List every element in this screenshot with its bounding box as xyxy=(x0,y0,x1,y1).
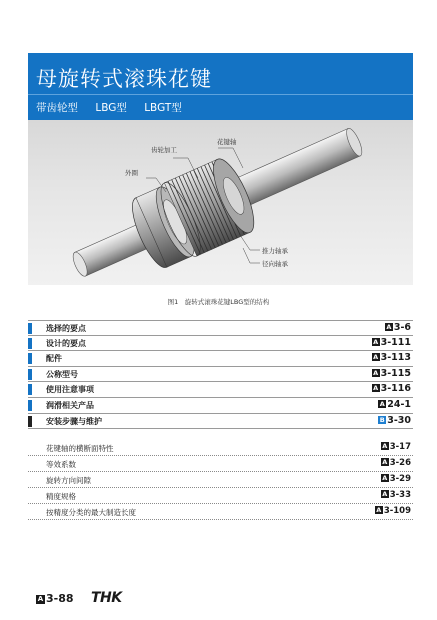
reference-item-ref xyxy=(381,490,411,500)
page-title: 母旋转式滚珠花键 xyxy=(36,67,212,91)
toc-item-ref xyxy=(378,415,411,426)
reference-item[interactable] xyxy=(28,456,413,472)
thk-logo: THK xyxy=(91,590,122,606)
callout-spline-shaft: 花键轴 xyxy=(217,138,237,146)
toc-item[interactable] xyxy=(28,398,413,414)
reference-item-label: 按精度分类的最大制造长度 xyxy=(46,508,136,517)
reference-item-page: 3-17 xyxy=(389,442,411,452)
reference-item-label: 精度规格 xyxy=(46,492,76,501)
reference-item-page: 3-33 xyxy=(389,490,411,500)
toc-item-ref xyxy=(372,337,411,348)
subtitle-type-lbg: LBG型 xyxy=(95,102,127,114)
toc-item-ref xyxy=(385,322,411,333)
toc-item-page: 3-113 xyxy=(380,352,411,364)
callout-thrust-bearing: 推力轴承 xyxy=(262,247,288,255)
toc-item-ref xyxy=(372,383,411,394)
toc-item-label: 配件 xyxy=(46,354,62,364)
subtitle-type-gear: 带齿轮型 xyxy=(36,102,78,114)
toc-item-ref xyxy=(378,399,411,410)
toc-item-page: 24-1 xyxy=(387,398,411,410)
toc-marker xyxy=(28,353,32,364)
section-a-icon: A xyxy=(382,442,388,450)
toc-list xyxy=(28,320,413,429)
header-divider xyxy=(28,94,413,95)
callout-outer-ring: 外圈 xyxy=(125,169,138,177)
toc-marker xyxy=(28,384,32,395)
nut-assembly xyxy=(124,154,262,274)
reference-item-ref xyxy=(381,442,411,452)
figure-caption: 图1 旋转式滚珠花键LBG型的结构 xyxy=(167,298,270,306)
section-a-icon: A xyxy=(379,399,385,408)
toc-item-label: 设计的要点 xyxy=(46,338,86,348)
section-a-icon: A xyxy=(382,490,388,498)
callout-radial-bearing: 径向轴承 xyxy=(262,260,288,268)
toc-item[interactable] xyxy=(28,414,413,430)
toc-marker xyxy=(28,400,32,411)
toc-item[interactable] xyxy=(28,382,413,398)
toc-item-ref xyxy=(372,368,411,379)
section-a-icon: A xyxy=(376,506,382,514)
toc-item-label: 选择的要点 xyxy=(46,324,86,333)
header-banner xyxy=(28,53,413,120)
reference-item-page: 3-26 xyxy=(389,458,411,468)
toc-item-label: 公称型号 xyxy=(46,369,78,379)
section-a-icon: A xyxy=(373,353,379,362)
toc-marker xyxy=(28,416,32,427)
toc-item-label: 安装步骤与维护 xyxy=(46,416,102,426)
reference-item-label: 花键轴的横断面特性 xyxy=(46,444,114,453)
reference-item-ref xyxy=(381,458,411,468)
reference-item[interactable] xyxy=(28,488,413,504)
reference-item-page: 3-109 xyxy=(383,506,411,516)
toc-marker xyxy=(28,369,32,380)
reference-list xyxy=(28,440,413,520)
section-a-icon: A xyxy=(386,323,392,331)
page-subtitle xyxy=(36,100,196,115)
toc-item-ref xyxy=(372,352,411,363)
toc-item-page: 3-115 xyxy=(380,367,411,379)
toc-item-label: 使用注意事项 xyxy=(46,385,94,395)
toc-item[interactable] xyxy=(28,336,413,352)
reference-item-label: 等效系数 xyxy=(46,460,76,469)
section-a-icon: A xyxy=(373,384,379,393)
section-a-icon: A xyxy=(382,474,388,482)
page-number xyxy=(36,592,74,605)
reference-item-ref xyxy=(381,474,411,484)
page-number-text: 3-88 xyxy=(46,592,74,605)
toc-item-page: 3-6 xyxy=(393,322,411,333)
toc-item-page: 3-111 xyxy=(380,336,411,348)
section-a-icon: A xyxy=(373,368,379,377)
reference-item-label: 旋转方向间隙 xyxy=(46,476,91,485)
section-a-icon: A xyxy=(373,337,379,346)
toc-item[interactable] xyxy=(28,351,413,367)
reference-item[interactable] xyxy=(28,504,413,520)
toc-item[interactable] xyxy=(28,367,413,383)
section-a-icon: A xyxy=(37,595,44,603)
reference-item[interactable] xyxy=(28,440,413,456)
toc-item-page: 3-30 xyxy=(387,414,411,426)
section-a-icon: A xyxy=(382,458,388,466)
product-illustration xyxy=(28,120,413,285)
subtitle-type-lbgt: LBGT型 xyxy=(144,102,182,114)
toc-marker xyxy=(28,323,32,334)
callout-gear: 齿轮加工 xyxy=(151,146,177,154)
toc-marker xyxy=(28,338,32,349)
toc-item[interactable] xyxy=(28,320,413,336)
toc-item-page: 3-116 xyxy=(380,383,411,395)
section-b-icon: B xyxy=(379,415,385,424)
toc-item-label: 润滑相关产品 xyxy=(46,400,94,410)
reference-item-ref xyxy=(375,506,411,516)
reference-item-page: 3-29 xyxy=(389,474,411,484)
reference-item[interactable] xyxy=(28,472,413,488)
